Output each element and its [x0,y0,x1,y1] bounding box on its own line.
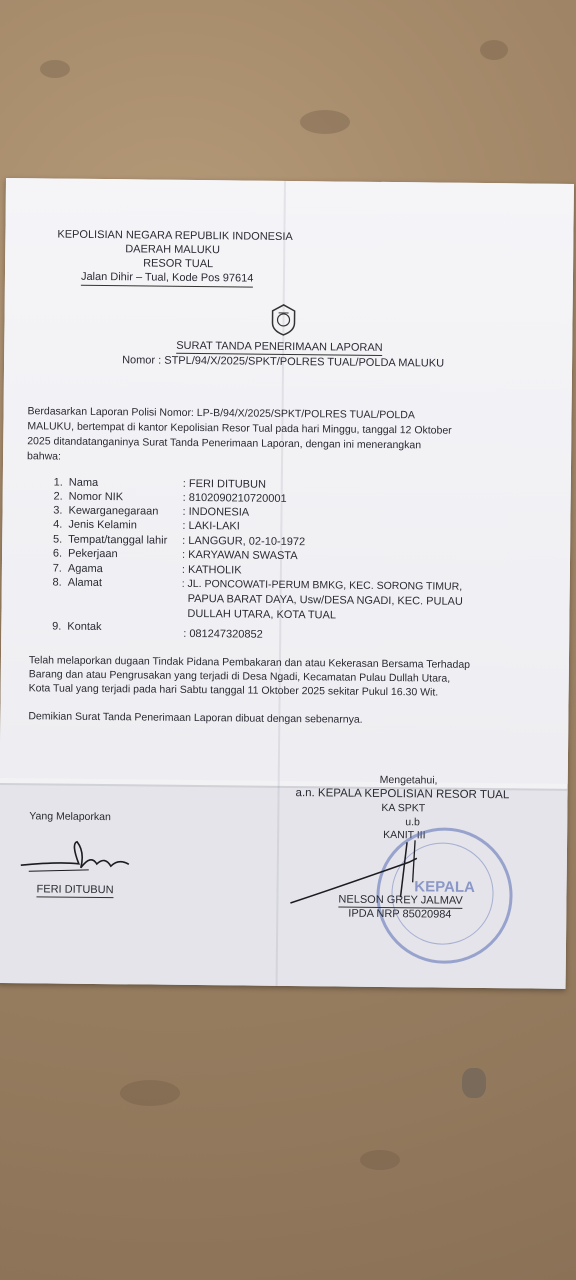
signature-authority: KA SPKT [381,801,426,815]
field-number: 1. [53,476,63,489]
header-line-3: RESOR TUAL [143,257,214,271]
field-label: Alamat [67,576,103,590]
field-value: : KATHOLIK [181,563,242,577]
field-label: Nama [68,476,99,489]
field-number: 2. [53,490,63,503]
intro-line: bahwa: [27,450,62,463]
reporter-title: Yang Melaporkan [29,810,111,824]
field-label: Kewarganegaraan [68,504,159,518]
intro-line: MALUKU, bertempat di kantor Kepolisian Resor Tual pada hari Minggu, tanggal 12 Oktober [27,420,452,437]
closing-statement: Demikian Surat Tanda Penerimaan Laporan dibuat dengan sebenarnya. [28,710,363,726]
ground-texture [120,1080,180,1106]
signature-authority: KANIT III [383,828,426,842]
field-number: 4. [53,518,63,531]
reporter-name: FERI DITUBUN [36,883,113,898]
header-line-2: DAERAH MALUKU [125,243,221,257]
field-value: : INDONESIA [182,505,250,519]
field-number: 6. [52,547,63,560]
report-line: Kota Tual yang terjadi pada hari Sabtu tanggal 11 Oktober 2025 sekitar Pukul 16.30 Wit. [28,682,439,699]
intro-line: Berdasarkan Laporan Polisi Nomor: LP-B/94/X/2025/SPKT/POLRES TUAL/POLDA [27,405,415,422]
field-number: 7. [52,562,62,575]
pebble [462,1068,486,1098]
field-value: : 8102090210720001 [182,491,287,505]
header-address: Jalan Dihir – Tual, Kode Pos 97614 [81,271,254,288]
field-label: Agama [67,562,103,576]
officer-rank: IPDA NRP 85020984 [348,907,452,921]
report-line: Telah melaporkan dugaan Tindak Pidana Pembakaran dan atau Kekerasan Bersama Terhadap [28,654,471,671]
header-line-1: KEPOLISIAN NEGARA REPUBLIK INDONESIA [57,228,293,244]
field-value: : JL. PONCOWATI-PERUM BMKG, KEC. SORONG TIMUR, [181,577,463,593]
field-number: 5. [52,533,63,546]
document-number: Nomor : STPL/94/X/2025/SPKT/POLRES TUAL/POLDA MALUKU [122,354,445,370]
reporter-signature [19,833,149,879]
field-label: Nomor NIK [68,490,124,504]
officer-name: NELSON GREY JALMAV [338,894,462,909]
field-value: : 081247320852 [183,627,263,641]
field-value: : KARYAWAN SWASTA [182,548,298,563]
known-label: Mengetahui, [379,773,438,787]
field-label: Kontak [67,620,102,634]
ground-texture [300,110,350,134]
report-line: Barang dan atau Pengrusakan yang terjadi di Desa Ngadi, Kecamatan Pulau Dullah Utara, [28,668,451,685]
field-value: : LAKI-LAKI [182,519,240,533]
field-label: Tempat/tanggal lahir [68,533,168,547]
signature-authority: a.n. KEPALA KEPOLISIAN RESOR TUAL [295,787,510,802]
ground-texture [480,40,508,60]
field-value: : LANGGUR, 02-10-1972 [182,534,306,549]
address-continuation: PAPUA BARAT DAYA, Usw/DESA NGADI, KEC. PULAU [187,592,463,608]
field-label: Jenis Kelamin [68,518,137,532]
field-number: 8. [52,576,62,589]
intro-line: 2025 ditandatanganinya Surat Tanda Penerimaan Laporan, dengan ini menerangkan [27,435,422,452]
field-number: 3. [53,504,63,517]
ground-texture [40,60,70,78]
stamp-text: KEPALA [414,878,475,896]
police-emblem-icon [266,303,300,337]
field-value: : FERI DITUBUN [182,477,266,491]
signature-authority: u.b [405,816,420,829]
document-title: SURAT TANDA PENERIMAAN LAPORAN [176,340,383,356]
ground-texture [360,1150,400,1170]
field-number: 9. [52,620,62,633]
address-continuation: DULLAH UTARA, KOTA TUAL [187,607,337,622]
field-label: Pekerjaan [68,547,118,561]
document-paper [0,178,574,989]
